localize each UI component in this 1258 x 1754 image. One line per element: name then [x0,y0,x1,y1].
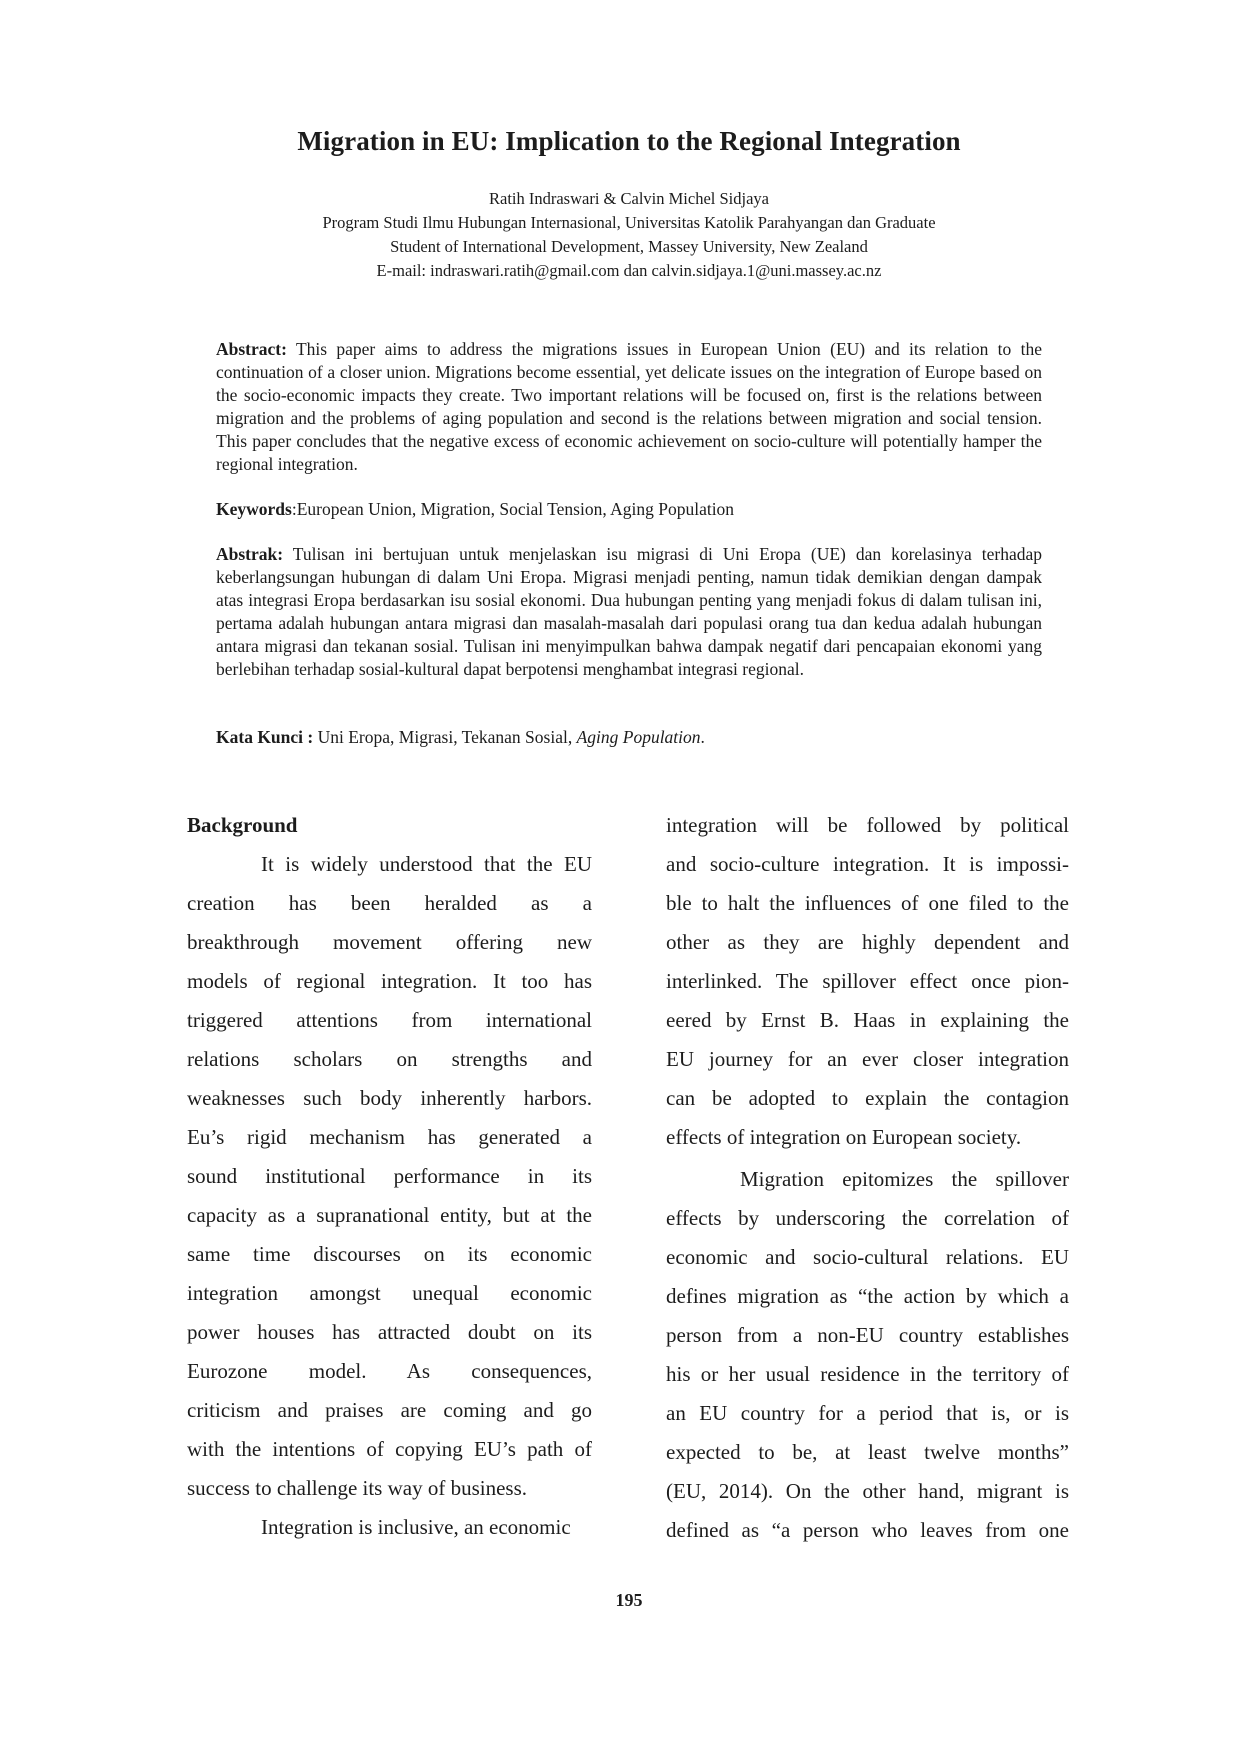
body-line: defines migration as “the action by which a [666,1284,1069,1308]
keywords-text: :European Union, Migration, Social Tension, Aging Population [291,499,735,519]
body-line: with the intentions of copying EU’s path of [187,1437,592,1461]
body-line: eered by Ernst B. Haas in explaining the [666,1008,1069,1032]
body-line: other as they are highly dependent and [666,930,1069,954]
body-line: capacity as a supranational entity, but at the [187,1203,592,1227]
body-line: Migration epitomizes the spillover [740,1167,1069,1191]
email: E-mail: indraswari.ratih@gmail.com dan calvin.sidjaya.1@uni.massey.ac.nz [376,261,882,280]
paper-title: Migration in EU: Implication to the Regional Integration [297,126,961,156]
body-line: success to challenge its way of business. [187,1476,528,1500]
author-block [0,187,1258,283]
body-line: It is widely understood that the EU [261,852,592,876]
body-column-left [187,806,592,1547]
body-line: economic and socio-cultural relations. EU [666,1245,1069,1269]
abstract-indonesian [216,543,1042,681]
keywords-indonesian [216,726,1042,749]
body-line: and socio-culture integration. It is impossi- [666,852,1069,876]
body-line: effects of integration on European society. [666,1125,1022,1149]
body-line: effects by underscoring the correlation of [666,1206,1069,1230]
body-line: an EU country for a period that is, or is [666,1401,1069,1425]
body-line: same time discourses on its economic [187,1242,592,1266]
body-line: interlinked. The spillover effect once pion- [666,969,1069,993]
abstrak-text: Tulisan ini bertujuan untuk menjelaskan isu migrasi di Uni Eropa (UE) dan korelasinya terhadap keberlangsungan hubungan di dalam Uni Eropa. Migrasi menjadi penting, namun tidak demikian dengan dampak atas integrasi Eropa berdasarkan isu sosial ekonomi. Dua hubungan penting yang menjadi fokus di dalam tulisan ini, pertama adalah hubungan antara migrasi dan masalah-masalah dari populasi orang tua dan kedua adalah hubungan antara migrasi dan tekanan sosial. Tulisan ini menyimpulkan bahwa dampak negatif dari pencapaian ekonomi yang berlebihan terhadap sosial-kultural dapat berpotensi menghambat integrasi regional. [216,544,1042,679]
body-line: breakthrough movement offering new [187,930,592,954]
abstrak-label: Abstrak: [216,544,284,564]
keywords-english [216,498,1042,521]
body-column-right [666,806,1069,1550]
body-line: his or her usual residence in the territory of [666,1362,1069,1386]
body-line: (EU, 2014). On the other hand, migrant is [666,1479,1069,1503]
abstract-english [216,338,1042,476]
body-line: integration will be followed by political [666,813,1069,837]
affiliation-line-1: Program Studi Ilmu Hubungan Internasional, Universitas Katolik Parahyangan dan Graduate [322,213,936,232]
kata-kunci-text: Uni Eropa, Migrasi, Tekanan Sosial, [313,727,577,747]
body-line: expected to be, at least twelve months” [666,1440,1069,1464]
body-line: Eurozone model. As consequences, [187,1359,592,1383]
kata-kunci-label: Kata Kunci : [216,727,314,747]
body-line: triggered attentions from international [187,1008,592,1032]
body-line: integration amongst unequal economic [187,1281,592,1305]
body-line: can be adopted to explain the contagion [666,1086,1069,1110]
body-line: power houses has attracted doubt on its [187,1320,592,1344]
abstract-text: This paper aims to address the migrations issues in European Union (EU) and its relation to the continuation of a closer union. Migrations become essential, yet delicate issues on the integration of Europe based on the socio-economic impacts they create. Two important relations will be focused on, first is the relations between migration and the problems of aging population and second is the relations between migration and social tension. This paper concludes that the negative excess of economic achievement on socio-culture will potentially hamper the regional integration. [216,339,1042,474]
page-number: 195 [615,1590,643,1610]
body-line: models of regional integration. It too has [187,969,592,993]
body-line: EU journey for an ever closer integration [666,1047,1069,1071]
section-heading-background: Background [187,813,298,837]
affiliation-line-2: Student of International Development, Massey University, New Zealand [390,237,868,256]
body-line: defined as “a person who leaves from one [666,1518,1069,1542]
abstract-label: Abstract: [216,339,287,359]
kata-kunci-italic: Aging Population [576,727,701,747]
authors: Ratih Indraswari & Calvin Michel Sidjaya [489,189,769,208]
body-line: sound institutional performance in its [187,1164,592,1188]
body-line: weaknesses such body inherently harbors. [187,1086,592,1110]
body-line: creation has been heralded as a [187,891,592,915]
body-line: relations scholars on strengths and [187,1047,592,1071]
body-line: person from a non-EU country establishes [666,1323,1069,1347]
body-line: Eu’s rigid mechanism has generated a [187,1125,592,1149]
body-line: Integration is inclusive, an economic [261,1515,571,1539]
keywords-label: Keywords [216,499,292,519]
body-line: criticism and praises are coming and go [187,1398,592,1422]
kata-kunci-end: . [700,727,705,747]
body-line: ble to halt the influences of one filed to the [666,891,1069,915]
